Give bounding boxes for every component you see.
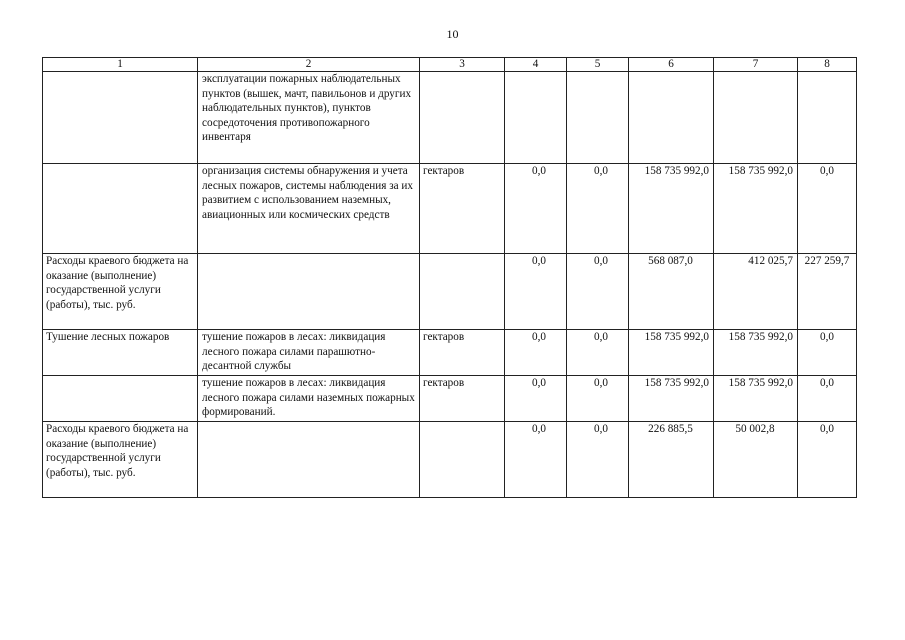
cell-value-8: 0,0 — [798, 422, 857, 498]
cell-value-8: 227 259,7 — [798, 254, 857, 330]
cell-value-8: 0,0 — [798, 330, 857, 376]
cell-work-content: эксплуатации пожарных наблюдательных пунктов (вышек, мачт, павильонов и других наблюдательных пунктов), пунктов сосредоточения противопожарного инвентаря — [198, 72, 420, 164]
cell-work-content: тушение пожаров в лесах: ликвидация лесного пожара силами парашютно-десантной службы — [198, 330, 420, 376]
cell-value-4: 0,0 — [505, 254, 567, 330]
cell-work-content — [198, 254, 420, 330]
cell-value-5: 0,0 — [567, 376, 629, 422]
cell-value-7: 158 735 992,0 — [714, 330, 798, 376]
cell-unit — [420, 422, 505, 498]
cell-value-6 — [629, 72, 714, 164]
table-row — [43, 376, 857, 422]
header-cell: 7 — [714, 58, 798, 72]
table-row — [43, 72, 857, 164]
cell-service — [43, 376, 198, 422]
cell-service — [43, 164, 198, 254]
cell-value-4: 0,0 — [505, 164, 567, 254]
table-header-row — [43, 58, 857, 72]
header-cell: 4 — [505, 58, 567, 72]
cell-value-6: 158 735 992,0 — [629, 376, 714, 422]
cell-work-content: организация системы обнаружения и учета лесных пожаров, системы наблюдения за их развитием с использованием наземных, авиационных или космических средств — [198, 164, 420, 254]
header-cell: 3 — [420, 58, 505, 72]
cell-work-content: тушение пожаров в лесах: ликвидация лесного пожара силами наземных пожарных формирований. — [198, 376, 420, 422]
cell-value-6: 226 885,5 — [629, 422, 714, 498]
cell-value-4: 0,0 — [505, 376, 567, 422]
cell-value-7: 158 735 992,0 — [714, 376, 798, 422]
table-row — [43, 164, 857, 254]
header-cell: 6 — [629, 58, 714, 72]
cell-value-7: 158 735 992,0 — [714, 164, 798, 254]
cell-value-5: 0,0 — [567, 422, 629, 498]
header-cell: 2 — [198, 58, 420, 72]
cell-value-5: 0,0 — [567, 254, 629, 330]
cell-unit — [420, 254, 505, 330]
cell-value-5: 0,0 — [567, 330, 629, 376]
cell-value-6: 158 735 992,0 — [629, 164, 714, 254]
cell-service — [43, 72, 198, 164]
cell-value-8: 0,0 — [798, 164, 857, 254]
cell-service: Расходы краевого бюджета на оказание (выполнение) государственной услуги (работы), тыс. руб. — [43, 422, 198, 498]
cell-work-content — [198, 422, 420, 498]
page-number: 10 — [446, 27, 459, 41]
cell-value-4 — [505, 72, 567, 164]
cell-unit: гектаров — [420, 330, 505, 376]
header-cell: 5 — [567, 58, 629, 72]
cell-value-5 — [567, 72, 629, 164]
cell-service: Расходы краевого бюджета на оказание (выполнение) государственной услуги (работы), тыс. руб. — [43, 254, 198, 330]
cell-unit: гектаров — [420, 376, 505, 422]
cell-value-5: 0,0 — [567, 164, 629, 254]
header-cell: 1 — [43, 58, 198, 72]
table-row — [43, 422, 857, 498]
services-table — [42, 57, 857, 498]
cell-value-7: 412 025,7 — [714, 254, 798, 330]
cell-unit: гектаров — [420, 164, 505, 254]
cell-value-7 — [714, 72, 798, 164]
cell-value-6: 158 735 992,0 — [629, 330, 714, 376]
cell-value-6: 568 087,0 — [629, 254, 714, 330]
cell-unit — [420, 72, 505, 164]
table-row — [43, 254, 857, 330]
cell-value-8 — [798, 72, 857, 164]
cell-value-4: 0,0 — [505, 422, 567, 498]
header-cell: 8 — [798, 58, 857, 72]
cell-value-7: 50 002,8 — [714, 422, 798, 498]
cell-service: Тушение лесных пожаров — [43, 330, 198, 376]
cell-value-4: 0,0 — [505, 330, 567, 376]
table-row — [43, 330, 857, 376]
cell-value-8: 0,0 — [798, 376, 857, 422]
